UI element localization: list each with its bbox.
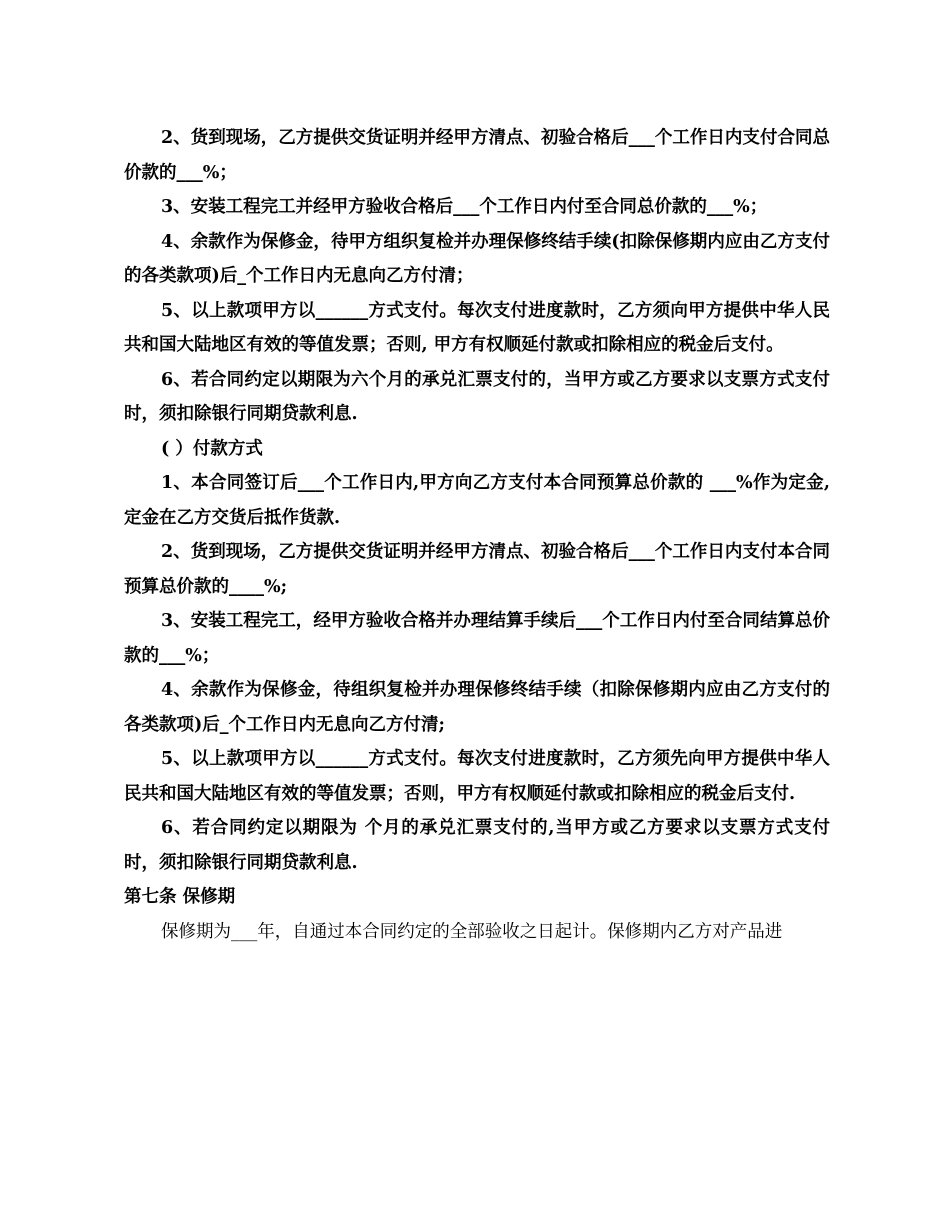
article-seven-heading: 第七条 保修期 bbox=[124, 887, 236, 907]
paragraph-5: 6、若合同约定以期限为六个月的承兑汇票支付的，当甲方或乙方要求以支票方式支付时，须扣除银行同期贷款利息. bbox=[124, 369, 830, 424]
paragraph-9: 3、安装工程完工，经甲方验收合格并办理结算手续后___个工作日内付至合同结算总价款的___%； bbox=[124, 611, 830, 666]
paragraph-7: 1、本合同签订后___个工作日内,甲方向乙方支付本合同预算总价款的 ___%作为定金,定金在乙方交货后抵作货款. bbox=[124, 473, 830, 528]
warranty-period-paragraph: 保修期为___年，自通过本合同约定的全部验收之日起计。保修期内乙方对产品进 bbox=[161, 921, 783, 942]
paragraph-11: 5、以上款项甲方以______方式支付。每次支付进度款时，乙方须先向甲方提供中华人民共和国大陆地区有效的等值发票；否则，甲方有权顺延付款或扣除相应的税金后支付. bbox=[124, 749, 830, 804]
paragraph-12: 6、若合同约定以期限为 个月的承兑汇票支付的,当甲方或乙方要求以支票方式支付时，须扣除银行同期贷款利息. bbox=[124, 818, 830, 873]
payment-method-heading: ( ）付款方式 bbox=[161, 438, 263, 459]
paragraph-2: 3、安装工程完工并经甲方验收合格后___个工作日内付至合同总价款的___%； bbox=[161, 197, 768, 217]
paragraph-8: 2、货到现场，乙方提供交货证明并经甲方清点、初验合格后___个工作日内支付本合同预算总价款的____%; bbox=[124, 542, 830, 597]
paragraph-10: 4、余款作为保修金，待组织复检并办理保修终结手续（扣除保修期内应由乙方支付的各类款项)后_个工作日内无息向乙方付清; bbox=[124, 680, 830, 735]
document-page bbox=[124, 121, 830, 949]
paragraph-3: 4、余款作为保修金，待甲方组织复检并办理保修终结手续(扣除保修期内应由乙方支付的各类款项)后_个工作日内无息向乙方付清； bbox=[124, 231, 830, 286]
paragraph-1: 2、货到现场，乙方提供交货证明并经甲方清点、初验合格后___个工作日内支付合同总价款的___%； bbox=[124, 128, 830, 183]
paragraph-4: 5、以上款项甲方以______方式支付。每次支付进度款时，乙方须向甲方提供中华人民共和国大陆地区有效的等值发票；否则, 甲方有权顺延付款或扣除相应的税金后支付。 bbox=[124, 300, 830, 355]
